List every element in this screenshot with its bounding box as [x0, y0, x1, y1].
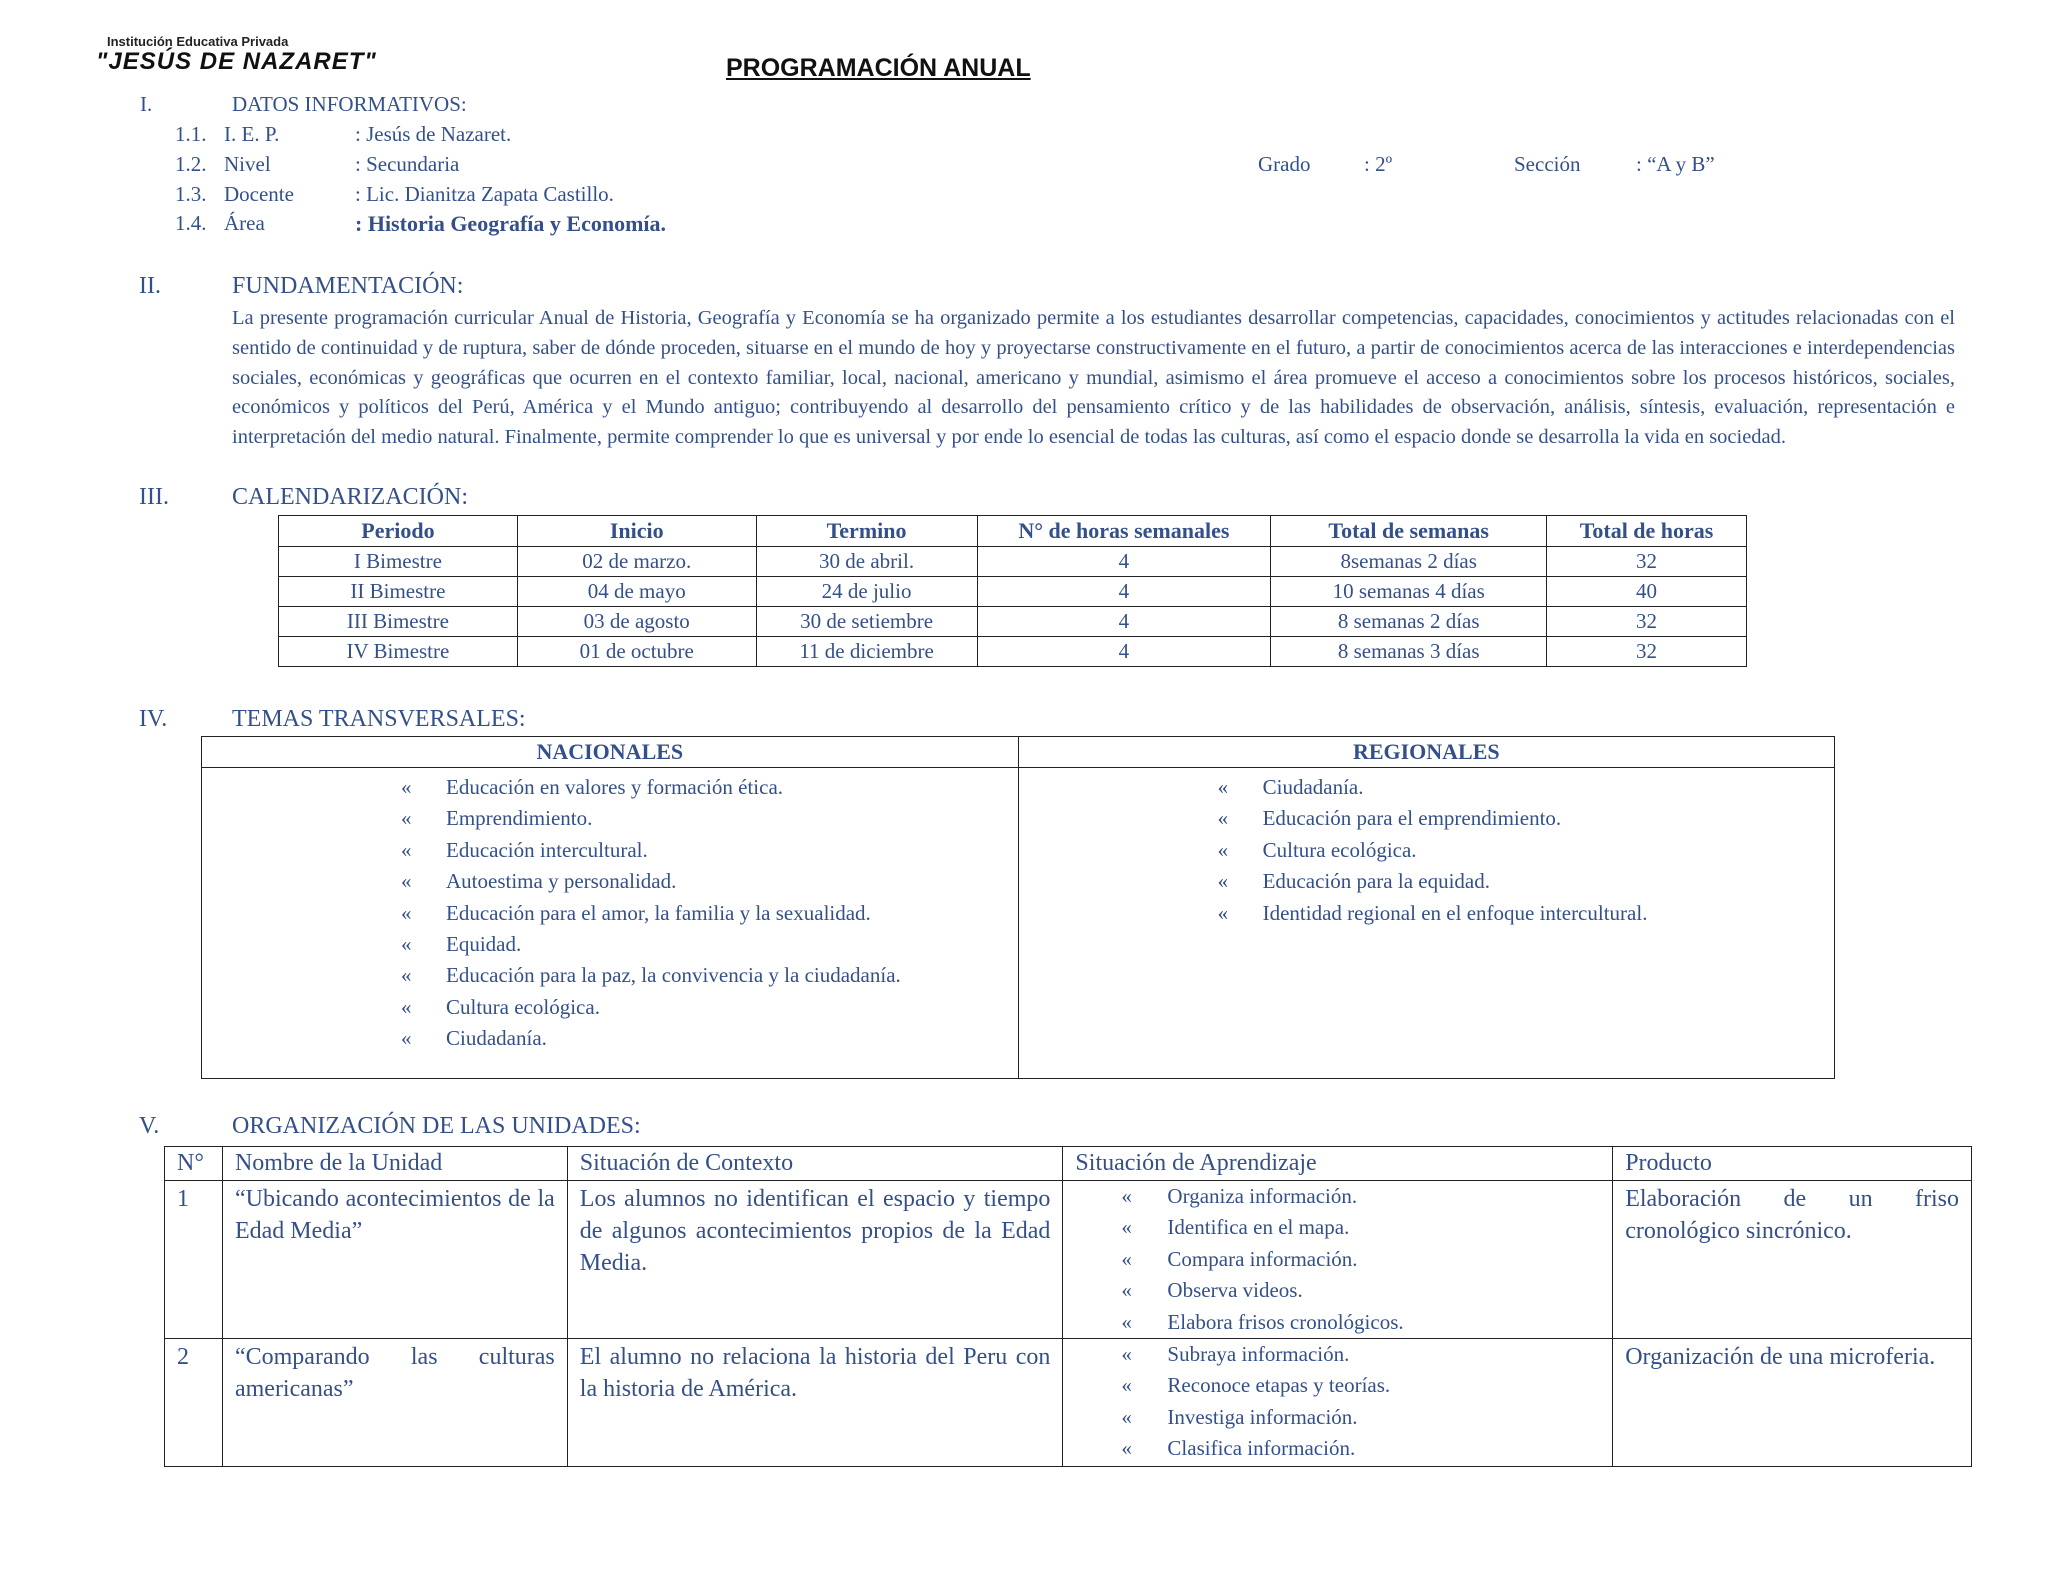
table-cell: 4: [977, 577, 1271, 607]
list-item: « Educación para la paz, la convivencia y la ciudadanía.: [401, 960, 1018, 991]
table-header-row: [202, 737, 1835, 768]
nacionales-list: [202, 768, 1018, 1055]
list-item: « Cultura ecológica.: [401, 992, 1018, 1023]
bullet: «: [1121, 1404, 1132, 1429]
nacionales-cell: [202, 768, 1019, 1079]
institution-logo-name: "JESÚS DE NAZARET": [96, 48, 377, 75]
regionales-list: [1019, 768, 1834, 929]
table-cell: 30 de setiembre: [756, 607, 977, 637]
seccion-value: : “A y B”: [1636, 152, 1715, 176]
list-item: « Identifica en el mapa.: [1121, 1212, 1612, 1243]
info-item-label: I. E. P.: [224, 122, 280, 146]
bullet: «: [401, 900, 412, 925]
bullet: «: [1217, 837, 1229, 862]
table-cell: 32: [1547, 607, 1747, 637]
column-header: Nombre de la Unidad: [222, 1147, 567, 1181]
list-item: « Subraya información.: [1121, 1339, 1612, 1370]
bullet: «: [401, 775, 412, 799]
column-header: Total de semanas: [1271, 516, 1547, 547]
unit-context: Los alumnos no identifican el espacio y tiempo de algunos acontecimientos propios de la Edad Media.: [567, 1181, 1063, 1339]
column-header-regionales: REGIONALES: [1018, 737, 1834, 768]
section-2-title: FUNDAMENTACIÓN:: [232, 273, 464, 299]
bullet: «: [1217, 869, 1229, 894]
fundamentacion-paragraph: La presente programación curricular Anual de Historia, Geografía y Economía se ha organizado permite a los estudiantes desarrollar competencias, capacidades, conocimientos y actitudes relacionadas con el sentido de continuidad y de ruptura, saber de dónde proceden, situarse en el mundo de hoy y proyectarse constructivamente en el futuro, a partir de conocimientos acerca de las interacciones e interdependencias sociales, económicas y geográficas que ocurren en el contexto familiar, local, nacional, americano y mundial, asimismo el área promueve el acceso a conocimientos sobre los procesos históricos, sociales, económicos y políticos del Perú, América y el Mundo antiguo; contribuyendo al desarrollo del pensamiento crítico y de las habilidades de observación, análisis, síntesis, evaluación, representación e interpretación del medio natural. Finalmente, permite comprender lo que es universal y por ende lo esencial de todas las culturas, así como el espacio donde se desarrolla la vida en sociedad.: [232, 307, 1955, 449]
info-item-value: : Jesús de Nazaret.: [355, 122, 512, 146]
list-item: « Cultura ecológica.: [1218, 835, 1834, 866]
list-item: « Ciudadanía.: [1218, 772, 1834, 803]
unit-learning: [1063, 1339, 1613, 1467]
table-row: [165, 1181, 1972, 1339]
units-table: [164, 1146, 1972, 1467]
unit-number: 1: [165, 1181, 223, 1339]
list-item: « Clasifica información.: [1121, 1433, 1612, 1464]
unit-name: “Comparando las culturas americanas”: [222, 1339, 567, 1467]
section-3-number: III.: [139, 484, 169, 510]
column-header: Inicio: [517, 516, 756, 547]
column-header: Total de horas: [1547, 516, 1747, 547]
table-row: [279, 547, 1747, 577]
bullet: «: [401, 994, 412, 1019]
table-cell: III Bimestre: [279, 607, 518, 637]
table-cell: IV Bimestre: [279, 637, 518, 667]
table-row: [165, 1339, 1972, 1467]
bullet: «: [1121, 1373, 1132, 1398]
info-item-value: : Historia Geografía y Economía.: [355, 211, 667, 236]
table-cell: 32: [1547, 547, 1747, 577]
table-cell: 8semanas 2 días: [1271, 547, 1547, 577]
bullet: «: [1121, 1309, 1132, 1334]
list-item: « Educación para el emprendimiento.: [1218, 803, 1834, 834]
bullet: «: [1121, 1278, 1132, 1303]
bullet: «: [1121, 1184, 1132, 1208]
list-item: « Educación para la equidad.: [1218, 866, 1834, 897]
column-header: Situación de Contexto: [567, 1147, 1063, 1181]
section-5-number: V.: [139, 1113, 160, 1139]
unit-name: “Ubicando acontecimientos de la Edad Media”: [222, 1181, 567, 1339]
table-cell: 4: [977, 607, 1271, 637]
unit-context: El alumno no relaciona la historia del Peru con la historia de América.: [567, 1339, 1063, 1467]
table-cell: 10 semanas 4 días: [1271, 577, 1547, 607]
bullet: «: [401, 1026, 412, 1051]
table-cell: 32: [1547, 637, 1747, 667]
info-item-value: : Lic. Dianitza Zapata Castillo.: [355, 182, 614, 206]
unit-product: Organización de una microferia.: [1613, 1339, 1972, 1467]
table-row: [279, 607, 1747, 637]
table-cell: 4: [977, 547, 1271, 577]
bullet: «: [401, 806, 412, 831]
table-cell: 8 semanas 3 días: [1271, 637, 1547, 667]
list-item: « Autoestima y personalidad.: [401, 866, 1018, 897]
table-cell: 30 de abril.: [756, 547, 977, 577]
list-item: « Equidad.: [401, 929, 1018, 960]
column-header: N° de horas semanales: [977, 516, 1271, 547]
section-2-number: II.: [139, 273, 161, 299]
list-item: « Elabora frisos cronológicos.: [1121, 1307, 1612, 1338]
list-item: « Educación en valores y formación ética.: [401, 772, 1018, 803]
list-item: « Educación para el amor, la familia y la sexualidad.: [401, 898, 1018, 929]
info-item-label: Docente: [224, 182, 294, 206]
table-cell: II Bimestre: [279, 577, 518, 607]
bullet: «: [1217, 900, 1229, 925]
info-item-number: 1.1.: [175, 122, 207, 146]
bullet: «: [1121, 1342, 1132, 1366]
learning-list: [1063, 1339, 1612, 1465]
calendar-table: [278, 515, 1747, 667]
table-cell: 8 semanas 2 días: [1271, 607, 1547, 637]
table-cell: 02 de marzo.: [517, 547, 756, 577]
bullet: «: [1121, 1246, 1132, 1271]
list-item: « Educación intercultural.: [401, 835, 1018, 866]
table-cell: 03 de agosto: [517, 607, 756, 637]
section-1-title: DATOS INFORMATIVOS:: [232, 92, 467, 116]
table-cell: 4: [977, 637, 1271, 667]
institution-label: Institución Educativa Privada: [107, 34, 289, 49]
unit-learning: [1063, 1181, 1613, 1339]
info-item-number: 1.4.: [175, 211, 207, 235]
table-row: [202, 768, 1835, 1079]
list-item: « Ciudadanía.: [401, 1023, 1018, 1054]
column-header: Situación de Aprendizaje: [1063, 1147, 1613, 1181]
table-header-row: [165, 1147, 1972, 1181]
list-item: « Emprendimiento.: [401, 803, 1018, 834]
learning-list: [1063, 1181, 1612, 1338]
column-header: N°: [165, 1147, 223, 1181]
list-item: « Identidad regional en el enfoque intercultural.: [1218, 898, 1834, 929]
bullet: «: [1121, 1436, 1132, 1461]
list-item: « Compara información.: [1121, 1244, 1612, 1275]
table-cell: I Bimestre: [279, 547, 518, 577]
bullet: «: [401, 837, 412, 862]
section-4-title: TEMAS TRANSVERSALES:: [232, 706, 526, 732]
section-3-title: CALENDARIZACIÓN:: [232, 484, 468, 510]
table-cell: 40: [1547, 577, 1747, 607]
table-header-row: [279, 516, 1747, 547]
seccion-label: Sección: [1514, 152, 1581, 176]
table-cell: 24 de julio: [756, 577, 977, 607]
list-item: « Reconoce etapas y teorías.: [1121, 1370, 1612, 1401]
list-item: « Observa videos.: [1121, 1275, 1612, 1306]
info-item-number: 1.3.: [175, 182, 207, 206]
list-item: « Investiga información.: [1121, 1402, 1612, 1433]
bullet: «: [1217, 775, 1229, 799]
grado-value: : 2º: [1364, 152, 1393, 176]
section-5-title: ORGANIZACIÓN DE LAS UNIDADES:: [232, 1113, 641, 1139]
section-1-number: I.: [140, 92, 153, 116]
column-header-nacionales: NACIONALES: [202, 737, 1019, 768]
bullet: «: [401, 963, 412, 988]
list-item: « Organiza información.: [1121, 1181, 1612, 1212]
column-header: Periodo: [279, 516, 518, 547]
bullet: «: [1217, 806, 1229, 831]
bullet: «: [401, 931, 412, 956]
document-title: PROGRAMACIÓN ANUAL: [726, 54, 1031, 82]
info-item-label: Nivel: [224, 152, 271, 176]
info-item-label: Área: [224, 211, 265, 235]
grado-label: Grado: [1258, 152, 1311, 176]
column-header: Producto: [1613, 1147, 1972, 1181]
regionales-cell: [1018, 768, 1834, 1079]
column-header: Termino: [756, 516, 977, 547]
table-cell: 11 de diciembre: [756, 637, 977, 667]
table-cell: 01 de octubre: [517, 637, 756, 667]
transversal-themes-table: [201, 736, 1835, 1079]
table-row: [279, 577, 1747, 607]
unit-product: Elaboración de un friso cronológico sincrónico.: [1613, 1181, 1972, 1339]
info-item-number: 1.2.: [175, 152, 207, 176]
table-row: [279, 637, 1747, 667]
bullet: «: [1121, 1215, 1132, 1240]
section-4-number: IV.: [139, 706, 168, 732]
info-item-value: : Secundaria: [355, 152, 460, 176]
table-cell: 04 de mayo: [517, 577, 756, 607]
bullet: «: [401, 869, 412, 894]
unit-number: 2: [165, 1339, 223, 1467]
